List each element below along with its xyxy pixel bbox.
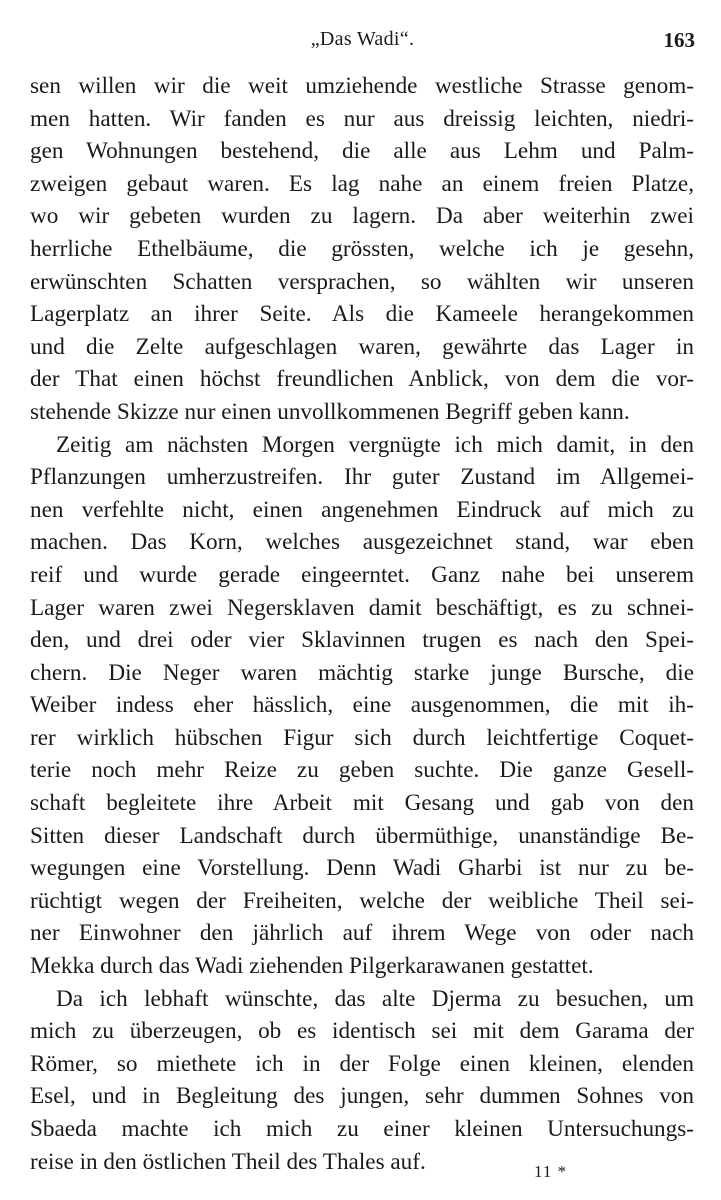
text-line: rer wirklich hübschen Figur sich durch leichtfertige Coquet- <box>30 724 694 751</box>
text-line: Lagerplatz an ihrer Seite. Als die Kameele herangekommen <box>30 301 694 328</box>
text-line: ner Einwohner den jährlich auf ihrem Wege von oder nach <box>30 920 694 947</box>
text-line: Römer, so miethete ich in der Folge einen kleinen, elenden <box>30 1050 694 1077</box>
text-line: den, und drei oder vier Sklavinnen trugen es nach den Spei- <box>30 627 694 654</box>
text-line: und die Zelte aufgeschlagen waren, gewährte das Lager in <box>30 333 694 360</box>
text-line: nen verfehlte nicht, einen angenehmen Eindruck auf mich zu <box>30 496 694 523</box>
text-line: Sitten dieser Landschaft durch übermüthige, unanständige Be- <box>30 822 694 849</box>
text-line: herrliche Ethelbäume, die grössten, welche ich je gesehn, <box>30 235 694 262</box>
text-line: der That einen höchst freundlichen Anblick, von dem die vor- <box>30 366 694 393</box>
text-line: Mekka durch das Wadi ziehenden Pilgerkarawanen gestattet. <box>30 953 594 980</box>
page-number: 163 <box>663 28 695 52</box>
text-line: mich zu überzeugen, ob es identisch sei mit dem Garama der <box>30 1018 694 1045</box>
text-line: Sbaeda machte ich mich zu einer kleinen Untersuchungs- <box>30 1116 694 1142</box>
running-title: „Das Wadi“. <box>310 28 415 50</box>
text-line: schaft begleitete ihre Arbeit mit Gesang und gab von den <box>30 790 694 817</box>
text-line: wo wir gebeten wurden zu lagern. Da aber weiterhin zwei <box>30 203 694 230</box>
text-line: Pflanzungen umherzustreifen. Ihr guter Zustand im Allgemei- <box>30 464 694 491</box>
text-line: Weiber indess eher hässlich, eine ausgenommen, die mit ih- <box>30 692 694 719</box>
text-line: terie noch mehr Reize zu geben suchte. Die ganze Gesell- <box>30 757 694 784</box>
text-line: wegungen eine Vorstellung. Denn Wadi Gharbi ist nur zu be- <box>30 855 694 882</box>
text-line: men hatten. Wir fanden es nur aus dreissig leichten, niedri- <box>30 105 694 132</box>
page-header <box>30 28 695 60</box>
text-line: rüchtigt wegen der Freiheiten, welche der weibliche Theil sei- <box>30 887 694 914</box>
text-line: stehende Skizze nur einen unvollkommenen Begriff geben kann. <box>30 398 630 425</box>
text-line: reise in den östlichen Theil des Thales auf. <box>30 1148 426 1175</box>
text-line: gen Wohnungen bestehend, die alle aus Lehm und Palm- <box>30 138 694 165</box>
text-line: Da ich lebhaft wünschte, das alte Djerma zu besuchen, um <box>56 985 694 1012</box>
body-text <box>30 70 694 1178</box>
text-line: zweigen gebaut waren. Es lag nahe an einem freien Platze, <box>30 170 694 197</box>
text-line: Zeitig am nächsten Morgen vergnügte ich mich damit, in den <box>56 431 694 458</box>
text-line: sen willen wir die weit umziehende westliche Strasse genom- <box>30 73 694 99</box>
text-line: reif und wurde gerade eingeerntet. Ganz nahe bei unserem <box>30 561 694 588</box>
text-line: Esel, und in Begleitung des jungen, sehr dummen Sohnes von <box>30 1083 694 1110</box>
signature-mark: 11 * <box>534 1162 568 1181</box>
text-line: chern. Die Neger waren mächtig starke junge Bursche, die <box>30 659 694 686</box>
text-line: machen. Das Korn, welches ausgezeichnet stand, war eben <box>30 529 694 556</box>
text-line: erwünschten Schatten versprachen, so wählten wir unseren <box>30 268 694 295</box>
text-line: Lager waren zwei Negersklaven damit beschäftigt, es zu schnei- <box>30 594 694 621</box>
